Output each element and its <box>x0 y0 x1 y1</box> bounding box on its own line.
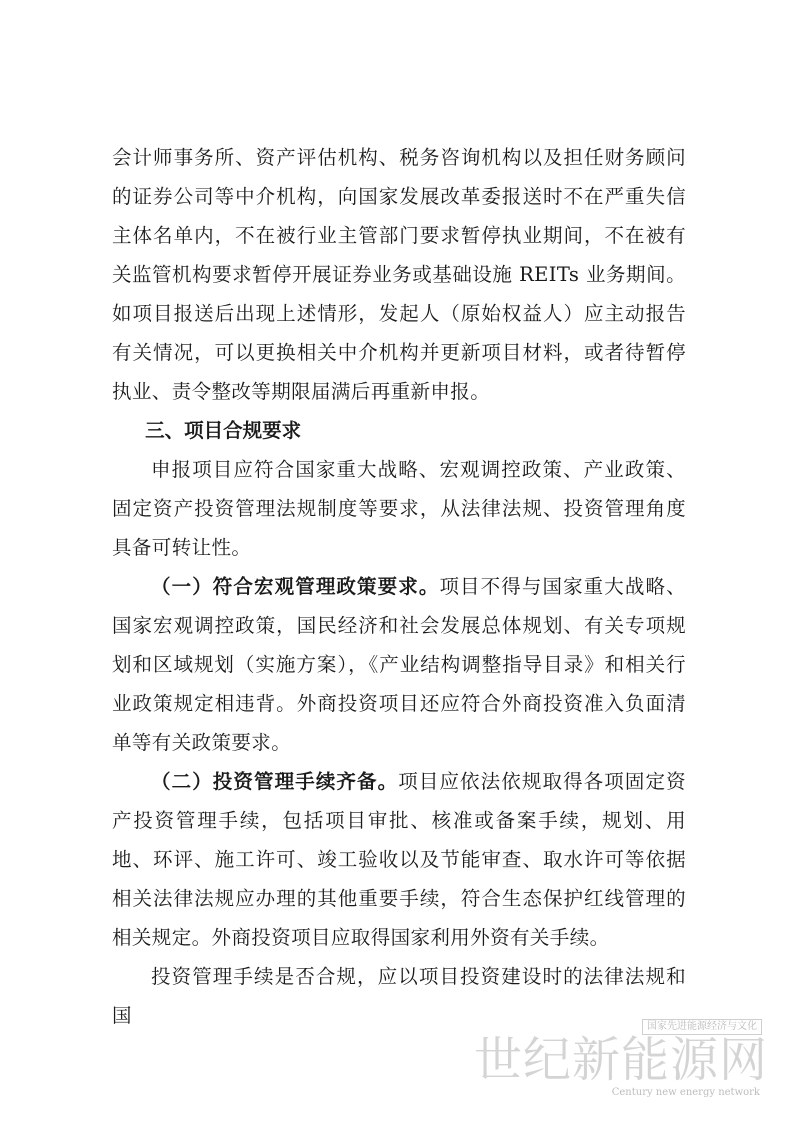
paragraph-compliance-basis: 投资管理手续是否合规，应以项目投资建设时的法律法规和国 <box>112 965 686 1027</box>
paragraph-macro-policy-body: 项目不得与国家重大战略、国家宏观调控政策，国民经济和社会发展总体规划、有关专项规划和区域规划（实施方案），《产业结构调整指导目录》和相关行业政策规定相违背。外商投资项目还应符合外商投资准入负面清单等有关政策要求。 <box>112 575 686 754</box>
watermark-subtitle: Century new energy network <box>611 1087 760 1098</box>
paragraph-intermediaries: 会计师事务所、资产评估机构、税务咨询机构以及担任财务顾问的证券公司等中介机构，向国家发展改革委报送时不在严重失信主体名单内，不在被行业主管部门要求暂停执业期间，不在被有关监管机构要求暂停开展证券业务或基础设施 REITs 业务期间。如项目报送后出现上述情形，发起人（原始权益人）应主动报告有关情况，可以更换相关中介机构并更新项目材料，或者待暂停执业、责令整改等期限届满后再重新申报。 <box>112 146 686 403</box>
paragraph-compliance-intro: 申报项目应符合国家重大战略、宏观调控政策、产业政策、固定资产投资管理法规制度等要求，从法律法规、投资管理角度具备可转让性。 <box>112 458 686 559</box>
paragraph-macro-policy <box>112 567 686 762</box>
document-body <box>112 138 686 1035</box>
watermark-logo: 世纪新能源网 <box>473 1032 768 1088</box>
paragraph-investment-procedures-lead: （二）投资管理手续齐备。 <box>151 770 399 793</box>
section-heading: 三、项目合规要求 <box>145 419 302 442</box>
paragraph-macro-policy-lead: （一）符合宏观管理政策要求。 <box>151 575 440 598</box>
paragraph-investment-procedures <box>112 762 686 957</box>
site-watermark <box>473 1019 768 1109</box>
paragraph-investment-procedures-body: 项目应依法依规取得各项固定资产投资管理手续，包括项目审批、核准或备案手续，规划、用地、环评、施工许可、竣工验收以及节能审查、取水许可等依据相关法律法规应办理的其他重要手续，符合生态保护红线管理的相关规定。外商投资项目应取得国家利用外资有关手续。 <box>112 770 686 949</box>
watermark-top-text: 国家先进能源经济与文化 <box>642 1019 762 1035</box>
